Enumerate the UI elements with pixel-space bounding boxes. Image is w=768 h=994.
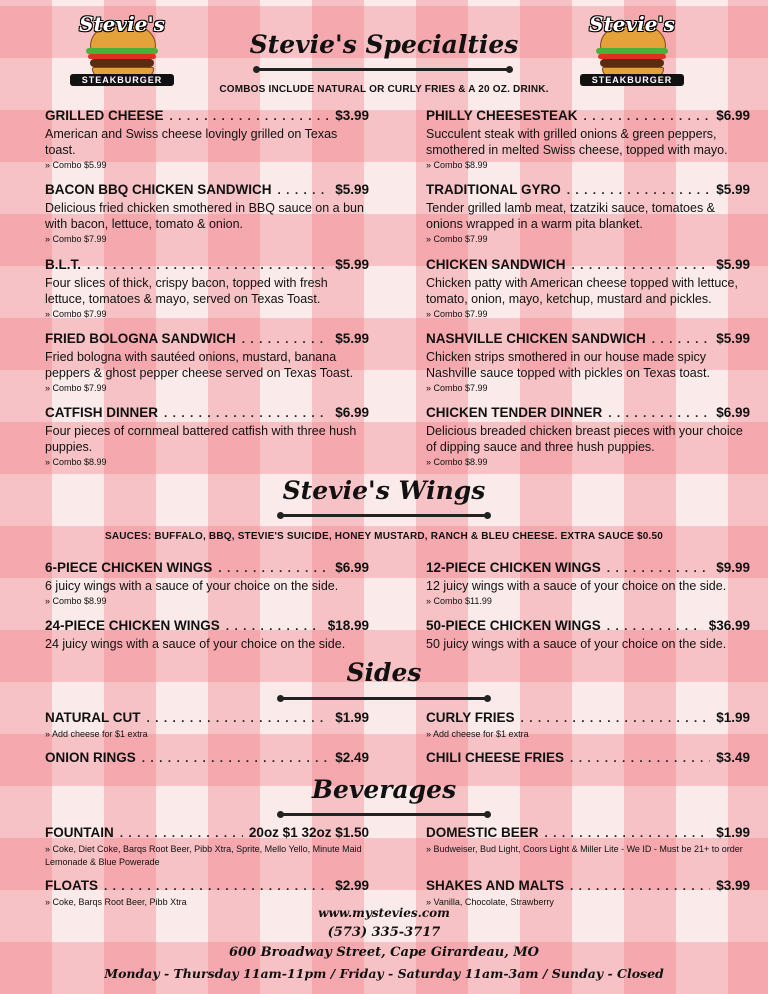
menu-item (426, 617, 750, 652)
sides-divider (282, 697, 486, 700)
item-combo: » Combo $7.99 (426, 234, 488, 244)
item-name: NASHVILLE CHICKEN SANDWICH (426, 331, 646, 346)
leader-dots (164, 405, 329, 422)
item-note: » Add cheese for $1 extra (45, 729, 148, 739)
menu-item (45, 559, 369, 608)
leader-dots (570, 878, 710, 895)
item-price: $6.99 (716, 108, 750, 123)
item-name: CHICKEN SANDWICH (426, 257, 566, 272)
item-price: $18.99 (327, 618, 369, 633)
menu-item (426, 824, 750, 856)
item-price: $3.99 (716, 878, 750, 893)
item-combo: » Combo $7.99 (45, 309, 107, 319)
item-note: » Add cheese for $1 extra (426, 729, 529, 739)
leader-dots (607, 618, 703, 635)
wings-title: Stevie's Wings (282, 476, 486, 505)
item-price: $5.99 (335, 331, 369, 346)
menu-item (45, 256, 369, 321)
item-price: $3.49 (716, 750, 750, 765)
leader-dots (608, 405, 710, 422)
item-price: $9.99 (716, 560, 750, 575)
item-name: ONION RINGS (45, 750, 136, 765)
sides-title: Sides (346, 658, 422, 687)
item-description: Tender grilled lamb meat, tzatziki sauce, tomatoes & onions wrapped in a warm pita blanket. (426, 201, 716, 231)
leader-dots (278, 182, 330, 199)
item-name: GRILLED CHEESE (45, 108, 164, 123)
item-description: 6 juicy wings with a sauce of your choice on the side. (45, 579, 339, 593)
item-name: CHICKEN TENDER DINNER (426, 405, 603, 420)
item-name: TRADITIONAL GYRO (426, 182, 561, 197)
item-name: FRIED BOLOGNA SANDWICH (45, 331, 236, 346)
item-name: BACON BBQ CHICKEN SANDWICH (45, 182, 272, 197)
specialties-divider (258, 68, 508, 71)
item-price: $1.99 (716, 710, 750, 725)
item-price: $6.99 (716, 405, 750, 420)
item-description: Delicious fried chicken smothered in BBQ sauce on a bun with bacon, lettuce, tomato & onion. (45, 201, 364, 231)
item-combo: » Combo $7.99 (426, 383, 488, 393)
menu-item (426, 749, 750, 767)
item-description: Chicken patty with American cheese topped with lettuce, tomato, onion, mayo, ketchup, mustard and pickles. (426, 276, 738, 306)
beverages-title: Beverages (311, 775, 457, 804)
item-description: Four pieces of cornmeal battered catfish with three hush puppies. (45, 424, 357, 454)
item-combo: » Combo $8.99 (45, 596, 107, 606)
phone-number: (573) 335-3717 (327, 925, 441, 940)
item-name: CATFISH DINNER (45, 405, 158, 420)
menu-item (45, 617, 369, 652)
leader-dots (584, 108, 711, 125)
leader-dots (104, 878, 329, 895)
item-description: 50 juicy wings with a sauce of your choice on the side. (426, 637, 727, 651)
item-price: $5.99 (335, 257, 369, 272)
specialties-note: COMBOS INCLUDE NATURAL OR CURLY FRIES & A 20 OZ. DRINK. (219, 84, 549, 95)
menu-item (45, 709, 369, 741)
item-description: Succulent steak with grilled onions & green peppers, smothered in melted Swiss cheese, topped with mayo. (426, 127, 728, 157)
leader-dots (607, 560, 710, 577)
leader-dots (545, 825, 711, 842)
item-combo: » Combo $8.99 (45, 457, 107, 467)
logo-brand: Stevie's (79, 12, 165, 36)
item-name: 6-PIECE CHICKEN WINGS (45, 560, 213, 575)
item-price: $5.99 (335, 182, 369, 197)
menu-item (426, 709, 750, 741)
item-name: 12-PIECE CHICKEN WINGS (426, 560, 601, 575)
item-description: American and Swiss cheese lovingly grilled on Texas toast. (45, 127, 338, 157)
opening-hours: Monday - Thursday 11am-11pm / Friday - Saturday 11am-3am / Sunday - Closed (104, 966, 664, 981)
wings-divider (282, 514, 486, 517)
leader-dots (226, 618, 322, 635)
leader-dots (147, 710, 330, 727)
item-combo: » Combo $11.99 (426, 596, 492, 606)
beverages-divider (282, 813, 486, 816)
item-price: $1.99 (716, 825, 750, 840)
leader-dots (170, 108, 330, 125)
item-price: $2.99 (335, 878, 369, 893)
item-price: $6.99 (335, 560, 369, 575)
menu-item (45, 107, 369, 172)
item-price: $36.99 (708, 618, 750, 633)
item-price: $5.99 (716, 257, 750, 272)
leader-dots (87, 257, 329, 274)
leader-dots (218, 560, 329, 577)
item-name: DOMESTIC BEER (426, 825, 539, 840)
item-name: 50-PIECE CHICKEN WINGS (426, 618, 601, 633)
menu-item (45, 181, 369, 246)
leader-dots (570, 750, 710, 767)
item-combo: » Combo $7.99 (45, 234, 107, 244)
menu-item (45, 330, 369, 395)
item-note: » Vanilla, Chocolate, Strawberry (426, 897, 554, 907)
burger-patty-icon (600, 59, 664, 67)
menu-item (45, 824, 369, 869)
item-description: Delicious breaded chicken breast pieces with your choice of dipping sauce and three hush puppies. (426, 424, 743, 454)
item-combo: » Combo $8.99 (426, 160, 488, 170)
item-note: » Coke, Barqs Root Beer, Pibb Xtra (45, 897, 187, 907)
item-price: $2.49 (335, 750, 369, 765)
menu-item (426, 559, 750, 608)
item-price: $5.99 (716, 331, 750, 346)
item-combo: » Combo $7.99 (426, 309, 488, 319)
item-name: CURLY FRIES (426, 710, 515, 725)
item-description: Chicken strips smothered in our house made spicy Nashville sauce topped with pickles on Texas toast. (426, 350, 710, 380)
item-description: 24 juicy wings with a sauce of your choice on the side. (45, 637, 346, 651)
item-name: SHAKES AND MALTS (426, 878, 564, 893)
website-link[interactable]: www.mystevies.com (318, 906, 450, 920)
address: 600 Broadway Street, Cape Girardeau, MO (228, 945, 540, 960)
menu-item (45, 877, 369, 909)
leader-dots (242, 331, 329, 348)
item-price: $6.99 (335, 405, 369, 420)
menu-item (426, 256, 750, 321)
item-name: CHILI CHEESE FRIES (426, 750, 565, 765)
item-price: $3.99 (335, 108, 369, 123)
item-combo: » Combo $5.99 (45, 160, 107, 170)
menu-item (45, 749, 369, 767)
item-combo: » Combo $8.99 (426, 457, 488, 467)
wings-note: SAUCES: BUFFALO, BBQ, STEVIE'S SUICIDE, HONEY MUSTARD, RANCH & BLEU CHEESE. EXTRA SAUCE $0.50 (104, 531, 664, 542)
item-name: FLOATS (45, 878, 98, 893)
item-price: $1.99 (335, 710, 369, 725)
logo-brand: Stevie's (589, 12, 675, 36)
leader-dots (652, 331, 710, 348)
burger-patty-icon (90, 59, 154, 67)
menu-item (426, 181, 750, 246)
item-description: Fried bologna with sautéed onions, mustard, banana peppers & ghost pepper cheese served on Texas Toast. (45, 350, 354, 380)
item-name: 24-PIECE CHICKEN WINGS (45, 618, 220, 633)
item-description: 12 juicy wings with a sauce of your choice on the side. (426, 579, 727, 593)
menu-item (45, 404, 369, 469)
item-name: B.L.T. (45, 257, 81, 272)
leader-dots (142, 750, 329, 767)
logo-sub: STEAKBURGER (70, 74, 174, 86)
menu-item (426, 330, 750, 395)
menu-item (426, 107, 750, 172)
item-name: PHILLY CHEESESTEAK (426, 108, 578, 123)
item-name: NATURAL CUT (45, 710, 141, 725)
logo-sub: STEAKBURGER (580, 74, 684, 86)
leader-dots (521, 710, 711, 727)
item-note: » Budweiser, Bud Light, Coors Light & Miller Lite - We ID - Must be 21+ to order (426, 844, 743, 854)
item-description: Four slices of thick, crispy bacon, topped with fresh lettuce, tomatoes & mayo, served on Texas Toast. (45, 276, 328, 306)
item-price: $5.99 (716, 182, 750, 197)
leader-dots (120, 825, 243, 842)
leader-dots (572, 257, 711, 274)
item-note: » Coke, Diet Coke, Barqs Root Beer, Pibb Xtra, Sprite, Mello Yello, Minute Maid Lemonade & Blue Powerade (45, 844, 362, 867)
item-price: 20oz $1 32oz $1.50 (248, 825, 369, 840)
item-name: FOUNTAIN (45, 825, 114, 840)
menu-item (426, 877, 750, 909)
leader-dots (567, 182, 710, 199)
menu-item (426, 404, 750, 469)
item-combo: » Combo $7.99 (45, 383, 107, 393)
specialties-title: Stevie's Specialties (249, 30, 519, 59)
